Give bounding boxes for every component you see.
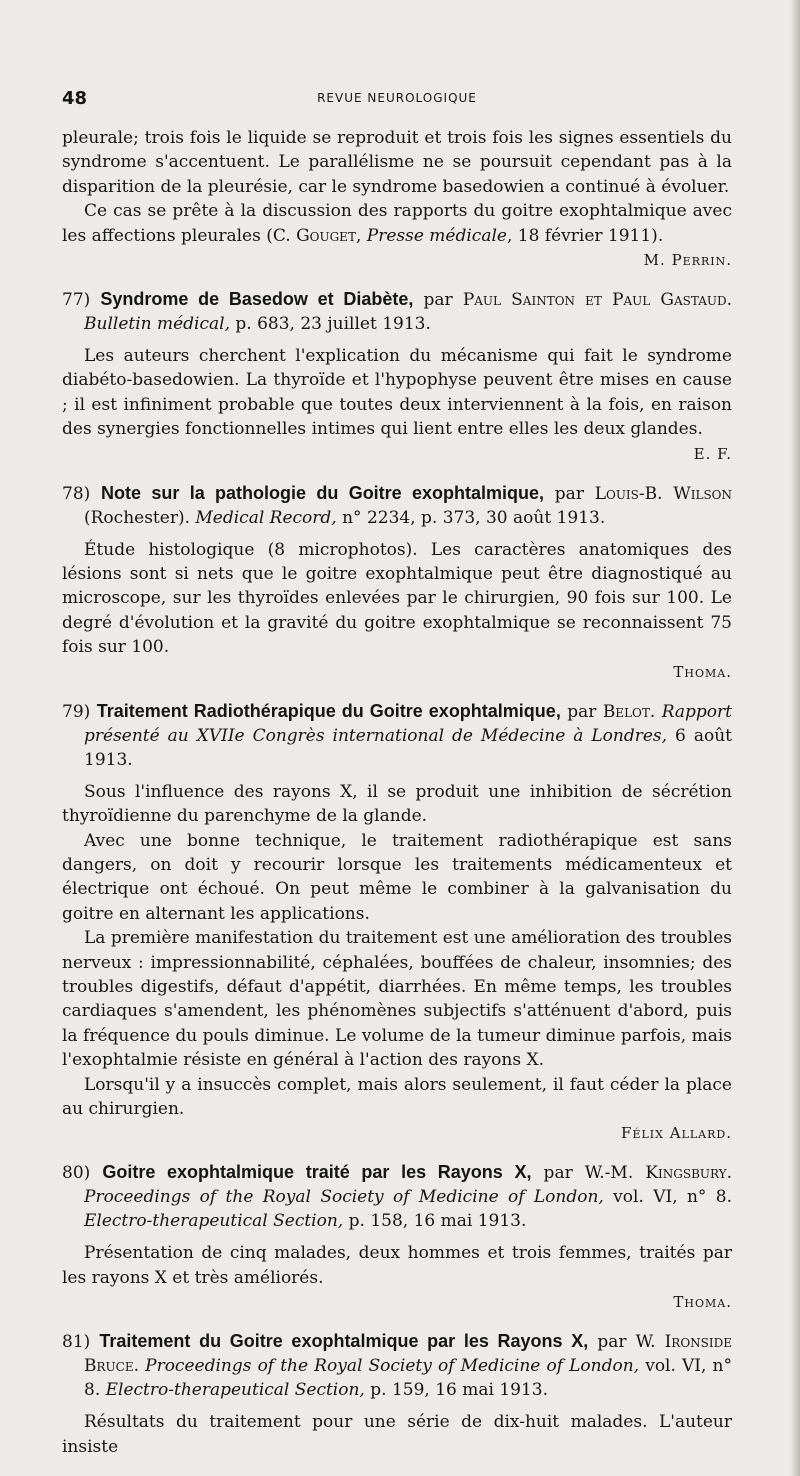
entry-publication: Bulletin médical, (84, 314, 230, 335)
entry-reference (62, 1329, 732, 1402)
intro-paragraph (62, 199, 732, 248)
abstract-entry (62, 699, 732, 1146)
entry-by: par (560, 701, 603, 722)
entry-details: p. 683, 23 juillet 1913. (230, 314, 431, 335)
entry-paragraph: Avec une bonne technique, le traitement radiothérapique est sans dangers, on doit y recourir lorsque les traitements médicamenteux et électrique ont échoué. On peut même le combiner à la galvanisation du goitre en alternant les applications. (62, 830, 732, 924)
entry-section: Electro-therapeutical Section, (84, 1211, 344, 1232)
entry-reference (62, 481, 732, 530)
entry-affiliation: (Rochester). (84, 507, 196, 528)
running-title: REVUE NEUROLOGIQUE (317, 91, 477, 105)
signature: Félix Allard. (621, 1124, 732, 1143)
entry-authors: W.-M. Kingsbury. (584, 1163, 732, 1184)
entry-paragraph: Sous l'influence des rayons X, il se produit une inhibition de sécrétion thyroïdienne du parenchyme de la glande. (62, 781, 732, 827)
intro-date: , 18 février 1911). (506, 225, 664, 246)
entry-title: Note sur la pathologie du Goitre exophtalmique, (101, 482, 545, 503)
entry-number: 81) (62, 1332, 91, 1353)
entry-publication: Proceedings of the Royal Society of Medicine of London, (145, 1356, 640, 1377)
entry-title: Goitre exophtalmique traité par les Rayons X, (102, 1162, 532, 1183)
signature: Thoma. (673, 662, 732, 681)
signature: M. Perrin. (643, 251, 732, 270)
page-header (62, 88, 732, 110)
entry-paragraph: Lorsqu'il y a insuccès complet, mais alors seulement, il faut céder la place au chirurgien. (62, 1074, 732, 1119)
intro-author: Gouget (296, 225, 356, 246)
entry-section: Electro-therapeutical Section, (105, 1380, 365, 1401)
intro-text: Ce cas se prête à la discussion des rapports du goitre exophtalmique avec les affections pleurales (C. (62, 201, 732, 246)
page-body (62, 126, 732, 1459)
entry-details: p. 159, 16 mai 1913. (364, 1380, 548, 1401)
intro-publication: Presse médicale (366, 225, 507, 246)
entry-authors: Louis-B. Wilson (594, 483, 733, 504)
entry-authors: Paul Sainton et Paul Gastaud. (462, 290, 733, 311)
entry-paragraph: Les auteurs cherchent l'explication du mécanisme qui fait le syndrome diabéto-basedowien. La thyroïde et l'hypophyse peuvent être mises en cause ; il est infiniment probable que toutes deux interviennent à la fois, en raison des synergies fonctionnelles intimes qui lient entre elles les deux glandes. (62, 346, 732, 440)
entry-reference (62, 287, 732, 336)
entry-paragraph: Résultats du traitement pour une série de dix-huit malades. L'auteur insiste (62, 1412, 732, 1457)
entry-by: par (544, 483, 595, 504)
entry-by: par (531, 1163, 585, 1184)
intro-separator: , (355, 225, 367, 246)
entry-paragraph: La première manifestation du traitement est une amélioration des troubles nerveux : impressionnabilité, céphalées, bouffées de chaleur, insomnies; des troubles digestifs, défaut d'appétit, diarrhées. En même temps, les troubles cardiaques s'amendent, les phénomènes subjectifs s'atténuent d'abord, puis la fréquence du pouls diminue. Le volume de la tumeur diminue parfois, mais l'exophtalmie résiste en général à l'action des rayons X. (62, 928, 732, 1071)
signature: Thoma. (673, 1293, 732, 1312)
entry-number: 77) (62, 290, 91, 311)
entry-by: par (413, 290, 463, 311)
entry-reference (62, 699, 732, 772)
entry-title: Traitement Radiothérapique du Goitre exophtalmique, (96, 700, 561, 721)
page-number: 48 (62, 88, 88, 109)
entry-authors: Belot. (602, 701, 656, 722)
entry-authors: W. Ironside Bruce. (84, 1332, 732, 1377)
abstract-entry (62, 481, 732, 684)
entry-details: n° 2234, p. 373, 30 août 1913. (336, 507, 606, 528)
entry-title: Traitement du Goitre exophtalmique par les Rayons X, (99, 1331, 589, 1352)
abstract-entry (62, 1160, 732, 1314)
entry-title: Syndrome de Basedow et Diabète, (100, 289, 414, 310)
entry-paragraph: Présentation de cinq malades, deux hommes et trois femmes, traités par les rayons X et très améliorés. (62, 1243, 732, 1288)
signature: E. F. (693, 444, 732, 463)
entry-number: 79) (62, 701, 91, 722)
entry-details: p. 158, 16 mai 1913. (343, 1211, 527, 1232)
abstract-entry (62, 287, 732, 466)
entry-publication: Medical Record, (195, 507, 337, 528)
entry-reference (62, 1160, 732, 1233)
entry-details: vol. VI, n° 8. (603, 1187, 732, 1208)
entry-number: 80) (62, 1163, 91, 1184)
abstract-entry (62, 1329, 732, 1459)
entry-paragraph: Étude histologique (8 microphotos). Les caractères anatomiques des lésions sont si nets que le goitre exophtalmique peut être diagnostiqué au microscope, sur les thyroïdes enlevées par le chirurgien, 90 fois sur 100. Le degré d'évolution et la gravité du goitre exophtalmique se reconnaissent 75 fois sur 100. (62, 539, 732, 658)
entry-publication: Proceedings of the Royal Society of Medicine of London, (84, 1187, 604, 1208)
entry-details: 6 août 1913. (84, 725, 732, 770)
entry-by: par (588, 1332, 636, 1353)
intro-paragraph: pleurale; trois fois le liquide se reproduit et trois fois les signes essentiels du syndrome s'accentuent. Le parallélisme ne se poursuit cependant pas à la disparition de la pleurésie, car le syndrome basedowien a continué à évoluer. (62, 128, 732, 197)
entry-publication: Rapport présenté au XVIIe Congrès international de Médecine à Londres, (84, 701, 732, 746)
entry-details: vol. VI, n° 8. (84, 1356, 732, 1401)
entry-number: 78) (62, 483, 91, 504)
page-edge-shadow (790, 0, 800, 1476)
